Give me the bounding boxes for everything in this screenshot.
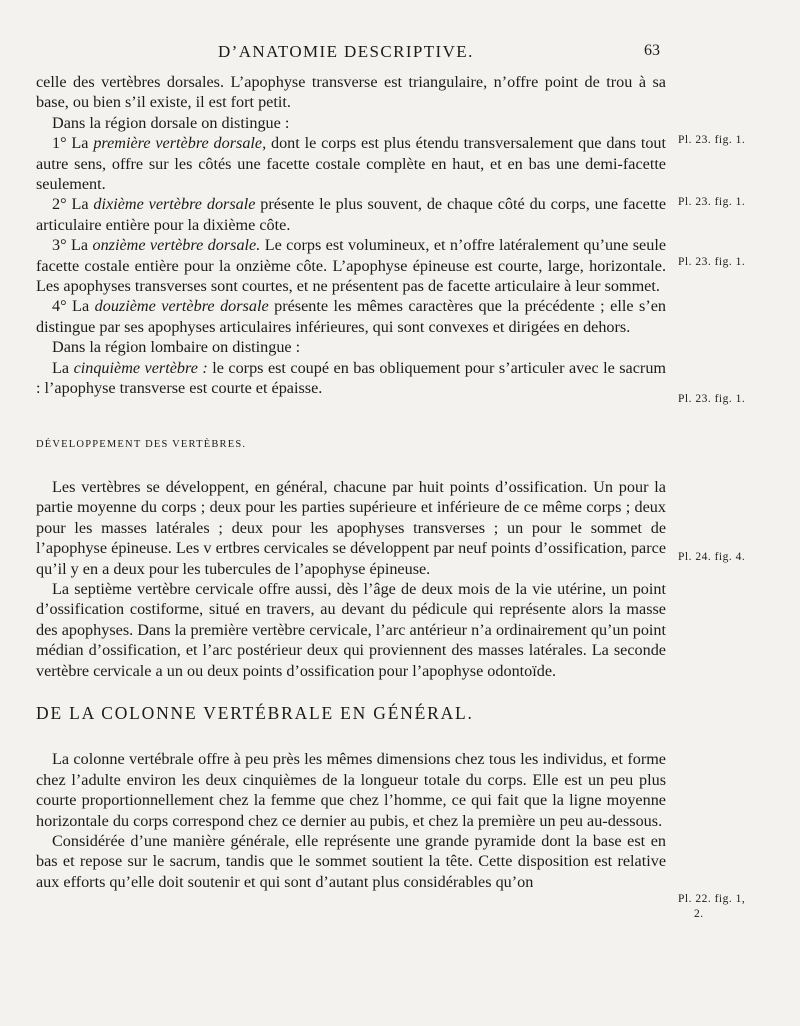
paragraph: celle des vertèbres dorsales. L’apophyse transverse est triangulaire, n’offre point de trou à sa base, ou bien s’il existe, il est fort petit. xyxy=(36,73,666,112)
paragraph: Considérée d’une manière générale, elle représente une grande pyramide dont la base est en bas et repose sur le sacrum, tandis que le sommet soutient la tête. Cette disposition est relative aux efforts qu’elle doit soutenir et qui sont d’autant plus considérables qu’on xyxy=(36,832,666,891)
page-number: 63 xyxy=(644,42,660,59)
running-title: D’ANATOMIE DESCRIPTIVE. xyxy=(218,42,474,61)
italic-term: dixième vertèbre dorsale xyxy=(93,195,256,214)
chapter-heading: DE LA COLONNE VERTÉBRALE EN GÉNÉRAL. xyxy=(36,702,474,723)
paragraph: Dans la région dorsale on distingue : xyxy=(52,113,290,132)
item-number: 3° La xyxy=(52,236,93,255)
item-text: présente le plus souvent, de chaque côté du corps, une facette articulaire entière pour la dixième côte. xyxy=(36,195,667,234)
item-number: La xyxy=(52,358,74,377)
paragraph-fifth-lumbar xyxy=(36,358,666,399)
paragraph: Dans la région lombaire on distingue : xyxy=(52,338,301,357)
item-text: Le corps est volumineux, et n’offre latéralement qu’une seule facette costale entière pour la onzième côte. L’apophyse épineuse est courte, large, horizontale. Les apophyses transverses sont courtes, et ne présentent pas de facette articulaire à leur sommet. xyxy=(36,236,667,296)
margin-note: 2. xyxy=(694,908,704,920)
margin-note: Pl. 23. fig. 1. xyxy=(678,134,746,146)
section-heading-development: DÉVELOPPEMENT DES VERTÈBRES. xyxy=(36,438,247,450)
margin-note: Pl. 23. fig. 1. xyxy=(678,196,746,208)
italic-term: première vertèbre dorsale, xyxy=(93,134,267,153)
paragraph-first-dorsal xyxy=(36,133,666,194)
item-number: 4° La xyxy=(52,297,95,316)
italic-term: douzième vertèbre dorsale xyxy=(94,297,269,316)
paragraph: La septième vertèbre cervicale offre aussi, dès l’âge de deux mois de la vie utérine, un point d’ossification costiforme, situé en travers, au devant du pédicule qui représente alors la masse des apophyses. Dans la première vertèbre cervicale, l’arc antérieur n’a ordinairement qu’un point médian d’ossification, et l’arc postérieur deux qui proviennent des masses latérales. La seconde vertèbre cervicale a un ou deux points d’ossification pour l’apophyse odontoïde. xyxy=(36,579,666,680)
item-text: le corps est coupé en bas obliquement pour s’articuler avec le sacrum : l’apophyse transverse est courte et épaisse. xyxy=(36,358,667,398)
paragraph-tenth-dorsal xyxy=(36,194,666,235)
running-header xyxy=(0,42,800,66)
paragraph-twelfth-dorsal xyxy=(36,296,666,337)
item-number: 2° La xyxy=(52,195,94,214)
italic-term: cinquième vertèbre : xyxy=(73,358,208,377)
item-text: présente les mêmes caractères que la précédente ; elle s’en distingue par ses apophyses articulaires inférieures, qui sont convexes et dirigées en dehors. xyxy=(36,297,666,336)
item-number: 1° La xyxy=(52,134,94,153)
paragraph: Les vertèbres se développent, en général, chacune par huit points d’ossification. Un pour la partie moyenne du corps ; deux pour les parties supérieure et inférieure de ce même corps ; deux pour les masses latérales ; deux pour les apophyses transverses ; un pour le sommet de l’apophyse épineuse. Les v ertbres cervicales se développent par neuf points d’ossification, parce qu’il y en a deux pour les tubercules de l’apophyse épineuse. xyxy=(36,477,666,578)
paragraph: La colonne vertébrale offre à peu près les mêmes dimensions chez tous les individus, et forme chez l’adulte environ les deux cinquièmes de la longueur totale du corps. Elle est un peu plus courte proportionnellement chez la femme que chez l’homme, ce qui fait que la ligne moyenne horizontale du corps correspond chez ce dernier au pubis, et chez la première un peu au-dessous. xyxy=(36,750,666,830)
item-text: dont le corps est plus étendu transversalement que dans tout autre sens, offre sur les côtés une facette costale complète en haut, et en bas une demi-facette seulement. xyxy=(36,134,667,194)
margin-note: Pl. 24. fig. 4. xyxy=(678,551,746,563)
margin-note: Pl. 23. fig. 1. xyxy=(678,393,746,405)
margin-note: Pl. 22. fig. 1, xyxy=(678,893,746,905)
margin-note: Pl. 23. fig. 1. xyxy=(678,256,746,268)
paragraph-eleventh-dorsal xyxy=(36,235,666,296)
text-column xyxy=(36,72,666,892)
italic-term: onzième vertèbre dorsale. xyxy=(92,236,261,255)
